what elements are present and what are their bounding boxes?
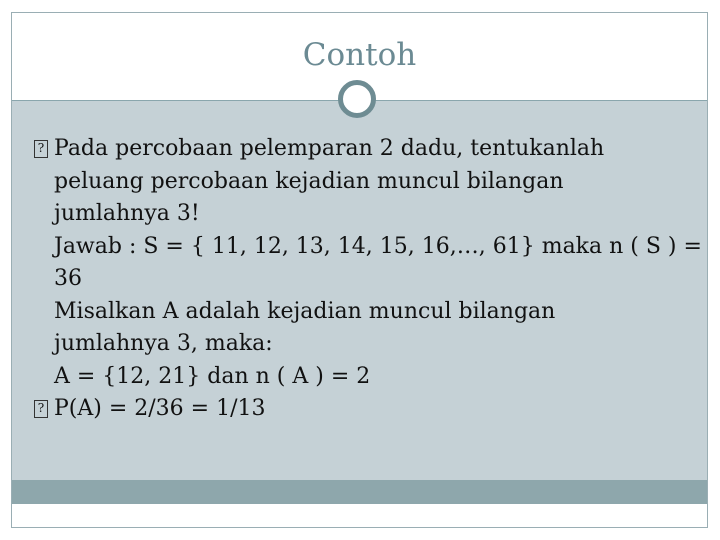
bullet-item bbox=[34, 133, 702, 393]
text-line: peluang percobaan kejadian muncul bilangan bbox=[54, 168, 564, 194]
bullet-box-icon: ? bbox=[34, 400, 48, 418]
footer-bar bbox=[12, 480, 707, 504]
text-line: Jawab : S = { 11, 12, 13, 14, 15, 16,…, 61} maka n ( S ) = bbox=[54, 233, 702, 259]
text-line: jumlahnya 3! bbox=[54, 201, 200, 226]
content-body bbox=[34, 133, 702, 426]
text-line: P(A) = 2/36 = 1/13 bbox=[54, 396, 266, 421]
text-line: Pada percobaan pelemparan 2 dadu, tentukanlah bbox=[54, 136, 605, 161]
slide-title: Contoh bbox=[302, 37, 417, 73]
text-line: 36 bbox=[54, 266, 82, 291]
circle-ornament-icon bbox=[338, 80, 376, 118]
bullet-box-icon: ? bbox=[34, 140, 48, 158]
content-area bbox=[12, 101, 707, 504]
text-line: Misalkan A adalah kejadian muncul bilangan bbox=[54, 298, 556, 324]
slide bbox=[11, 12, 708, 528]
text-line: A = {12, 21} dan n ( A ) = 2 bbox=[54, 363, 371, 389]
text-line: jumlahnya 3, maka: bbox=[54, 331, 273, 356]
bullet-item bbox=[34, 393, 702, 426]
